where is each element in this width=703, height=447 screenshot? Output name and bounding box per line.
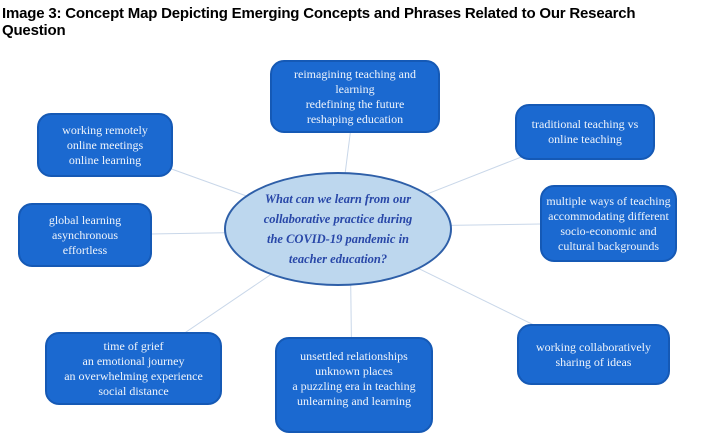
concept-node-bottom-right [517,324,670,385]
question-line: collaborative practice during [263,212,413,226]
question-line: teacher education? [288,252,388,266]
node-text-line: accommodating different [548,208,669,223]
node-text-line: an emotional journey [82,353,185,368]
node-text-line: asynchronous [52,227,118,242]
central-question-node [224,172,452,286]
concept-node-top-right [515,104,655,160]
figure-title: Image 3: Concept Map Depicting Emerging Concepts and Phrases Related to Our Research Question [2,5,636,39]
concept-node-bottom-center [275,337,433,433]
node-text-line: a puzzling era in teaching [292,379,416,393]
question-line: What can we learn from our [264,192,412,206]
concept-node-bottom-left [45,332,222,405]
node-text-line: sharing of ideas [555,354,632,369]
concept-node-top-left [37,113,173,177]
node-text-line: multiple ways of teaching [546,193,671,208]
question-line: the COVID-19 pandemic in [266,232,410,246]
node-text-line: unknown places [315,364,393,378]
node-text-line: reshaping education [306,111,404,126]
node-text-line: online teaching [548,132,622,146]
node-text-line: online meetings [66,137,144,152]
node-text-line: working remotely [62,122,148,137]
node-text-line: traditional teaching vs [531,117,639,131]
node-text-line: online learning [68,152,142,167]
node-text-line: redefining the future [305,96,405,111]
node-text-line: effortless [62,242,108,257]
node-text-line: time of grief [103,338,164,353]
concept-node-left [18,203,152,267]
concept-node-right [540,185,677,262]
node-text-line: social distance [98,383,169,398]
node-text-line: an overwhelming experience [64,368,203,383]
concept-node-top [270,60,440,133]
node-text-line: reimagining teaching and learning [294,66,416,96]
node-text-line: cultural backgrounds [558,238,659,253]
node-text-line: socio-economic and [560,223,657,238]
node-text-line: working collaboratively [536,339,651,354]
node-text-line: unsettled relationships [300,349,408,363]
node-text-line: unlearning and learning [297,394,411,408]
node-text-line: global learning [48,212,122,227]
